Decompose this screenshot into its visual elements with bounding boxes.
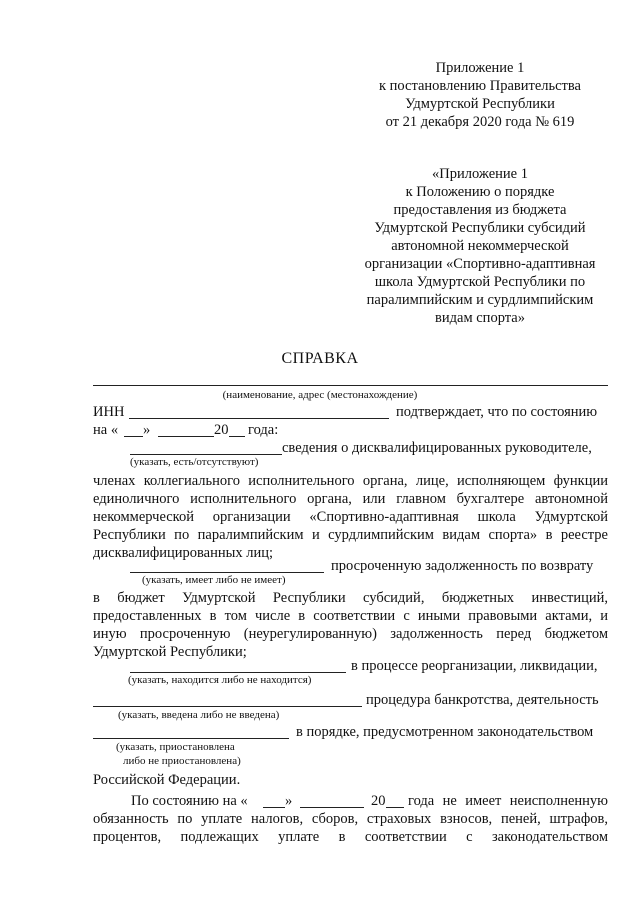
- name-address-caption: (наименование, адрес (местонахождение): [222, 389, 418, 401]
- year-field-line: [229, 436, 245, 437]
- p2-line: Удмуртской Республики;: [93, 644, 247, 660]
- appendix-2-line: автономной некоммерческой: [391, 238, 569, 254]
- appendix-2-line: паралимпийским и сурдлимпийским: [366, 292, 594, 308]
- overdue-text: просроченную задолженность по возврату: [331, 558, 594, 574]
- day-field-line: [124, 436, 143, 437]
- p1-line: дисквалифицированных лиц;: [93, 545, 274, 561]
- inn-label: ИНН: [93, 404, 125, 420]
- appendix-2-line: к Положению о порядке: [405, 184, 555, 200]
- overdue-field-line: [130, 572, 324, 573]
- bankrupt-text: процедура банкротства, деятельность: [366, 692, 599, 708]
- disq-text: сведения о дисквалифицированных руководителе,: [282, 440, 592, 456]
- p3-year: 20: [371, 793, 386, 809]
- law-field-line: [93, 738, 289, 739]
- p3-day-line: [263, 807, 285, 808]
- appendix-2-line: «Приложение 1: [432, 166, 528, 182]
- rf-text: Российской Федерации.: [93, 772, 241, 788]
- appendix-1-line: к постановлению Правительства: [379, 78, 581, 94]
- p1-line: Республики по паралимпийским и сурдлимпийским видам спорта» в реестре: [93, 527, 608, 543]
- suspended-caption-1: (указать, приостановлена: [116, 741, 235, 753]
- p3-prefix: По состоянию на «: [131, 793, 248, 809]
- reorg-field-line: [130, 672, 346, 673]
- bankrupt-field-line: [93, 706, 362, 707]
- date-suffix: года:: [248, 422, 279, 438]
- appendix-2-line: организации «Спортивно-адаптивная: [364, 256, 596, 272]
- reorg-text: в процессе реорганизации, ликвидации,: [351, 658, 598, 674]
- p2-line: в бюджет Удмуртской Республики субсидий, бюджетных инвестиций,: [93, 590, 608, 606]
- date-quote-close: »: [143, 422, 151, 438]
- appendix-2-line: видам спорта»: [435, 310, 525, 326]
- p3-line: процентов, подлежащих уплате в соответствии с законодательством: [93, 829, 608, 845]
- appendix-2-line: Удмуртской Республики субсидий: [374, 220, 586, 236]
- confirms-text: подтверждает, что по состоянию: [396, 404, 598, 420]
- p3-line: обязанность по уплате налогов, сборов, страховых взносов, пеней, штрафов,: [93, 811, 608, 827]
- p3-tail: года не имеет неисполненную: [408, 793, 608, 809]
- document-title: СПРАВКА: [281, 350, 359, 367]
- appendix-1-line: от 21 декабря 2020 года № 619: [385, 114, 575, 130]
- p2-line: предоставленных в том числе в соответствии с иными правовыми актами, и: [93, 608, 608, 624]
- introduced-caption: (указать, введена либо не введена): [118, 709, 280, 721]
- p3-year-line: [386, 807, 404, 808]
- inn-field-line: [129, 418, 389, 419]
- located-caption: (указать, находится либо не находится): [128, 674, 312, 686]
- exists-caption: (указать, есть/отсутствуют): [130, 456, 259, 468]
- p1-line: некоммерческой организации «Спортивно-адаптивная школа Удмуртской: [93, 509, 608, 525]
- p2-line: иную просроченную (неурегулированную) задолженность перед бюджетом: [93, 626, 608, 642]
- name-address-line: [93, 385, 608, 386]
- p1-line: членах коллегиального исполнительного органа, лице, исполняющем функции: [93, 473, 608, 489]
- appendix-2-line: предоставления из бюджета: [393, 202, 567, 218]
- date-prefix: на «: [93, 422, 119, 438]
- appendix-2-line: школа Удмуртской Республики по: [374, 274, 586, 290]
- month-field-line: [158, 436, 214, 437]
- disq-field-line: [130, 454, 282, 455]
- suspended-caption-2: либо не приостановлена): [123, 755, 241, 767]
- appendix-1-line: Приложение 1: [435, 60, 525, 76]
- p1-line: единоличного исполнительного органа, или главном бухгалтере автономной: [93, 491, 608, 507]
- appendix-1-line: Удмуртской Республики: [405, 96, 555, 112]
- law-text: в порядке, предусмотренном законодательством: [296, 724, 594, 740]
- p3-quote: »: [285, 793, 293, 809]
- p3-month-line: [300, 807, 364, 808]
- year-prefix: 20: [214, 422, 229, 438]
- has-or-not-caption: (указать, имеет либо не имеет): [142, 574, 286, 586]
